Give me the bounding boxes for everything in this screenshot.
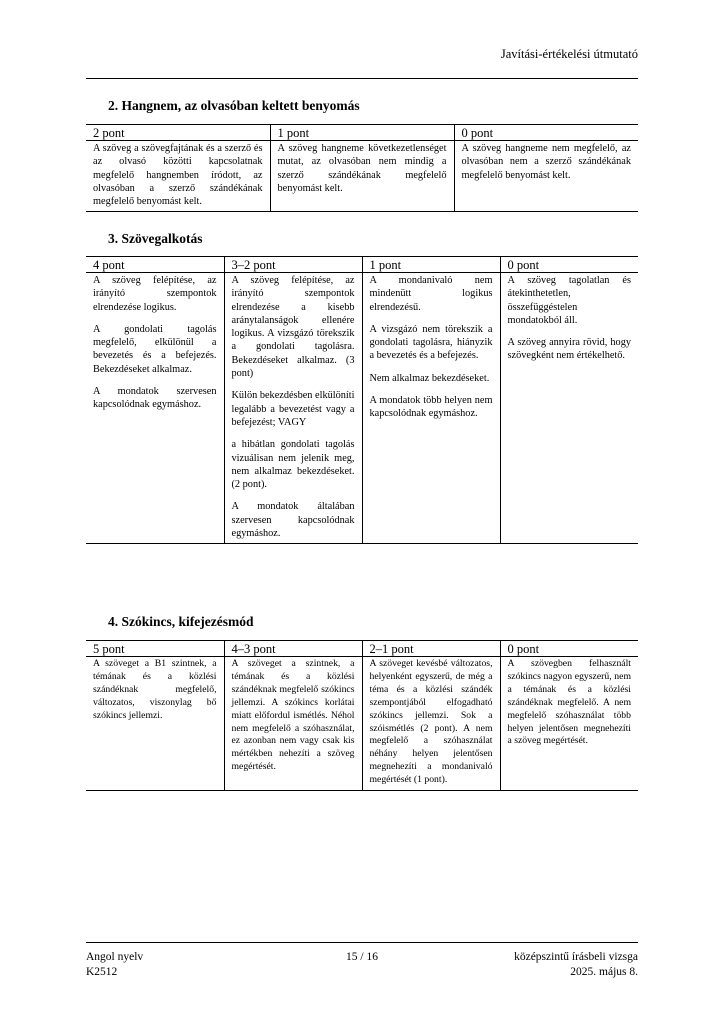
score-header: 5 pont (86, 641, 224, 657)
criteria-text: a hibátlan gondolati tagolás vizuálisan nem jelenik meg, nem alkalmaz bekezdéseket. (2 pont). (231, 439, 355, 491)
footer-code: K2512 (86, 966, 118, 978)
criteria-cell (224, 657, 362, 791)
criteria-text: A szöveg felépítése, az irányító szempontok elrendezése a kisebb aránytalanságok ellenére logikus. A vizsgázó törekszik a gondolati tagolásra. Bekezdéseket alkalmaz. (3 pont) (231, 275, 355, 380)
criteria-text: A szöveg hangneme következetlenséget mutat, az olvasóban nem mindig a szerző szándékának megfelelő benyomást kelt. (277, 143, 447, 194)
section-heading-vocabulary: 4. Szókincs, kifejezésmód (108, 614, 254, 629)
criteria-text: A vizsgázó nem törekszik a gondolati tagolásra, hiányzik a bevezetés és a befejezés. (369, 323, 493, 362)
criteria-text: A szöveg a szövegfajtának és a szerző és az olvasó közötti kapcsolatnak megfelelő hangnemben íródott, az olvasóban a szerző szándékának megfelelő benyomást kelt. (93, 143, 263, 208)
footer-subject: Angol nyelv (86, 951, 144, 963)
score-header: 1 pont (270, 125, 454, 141)
score-header: 2 pont (86, 125, 270, 141)
criteria-cell (86, 657, 224, 791)
footer-divider (86, 942, 638, 943)
section-heading-tone: 2. Hangnem, az olvasóban keltett benyomás (108, 98, 360, 113)
score-header: 1 pont (362, 257, 500, 273)
criteria-text: A szöveget a szintnek, a témának és a közlési szándéknak megfelelő szókincs jellemzi. A szókincs korlátai miatt előfordul ismétlés. Néhol nem megfelelő a szóhasználat, ez azonban nem vagy csak kis mértékben nehezíti a szöveg megértését. (231, 658, 355, 773)
criteria-text: A szöveg annyira rövid, hogy szövegként nem értékelhető. (507, 337, 631, 362)
criteria-cell (86, 273, 224, 544)
footer-right (514, 950, 638, 980)
criteria-cell (362, 657, 500, 791)
criteria-text: A szöveg tagolatlan és átekinthetetlen, összefüggéstelen mondatokból áll. (507, 275, 631, 326)
criteria-cell (454, 141, 638, 212)
criteria-cell (500, 273, 638, 544)
footer-page-number: 15 / 16 (346, 951, 378, 963)
criteria-text: A szöveg hangneme nem megfelelő, az olvasóban nem a szerző szándékának megfelelő benyomást kelt. (461, 143, 631, 181)
footer-date: 2025. május 8. (570, 966, 638, 978)
score-header: 0 pont (500, 257, 638, 273)
score-header: 3–2 pont (224, 257, 362, 273)
criteria-text: A mondatok több helyen nem kapcsolódnak egymáshoz. (369, 395, 493, 420)
criteria-text: A szöveget a B1 szintnek, a témának és a közlési szándéknak megfelelő, változatos, viszonylag bő szókincs jellemzi. (93, 658, 217, 721)
criteria-text: A szöveget kevésbé változatos, helyenként egyszerű, de még a téma és a közlési szándék szempontjából elfogadható szókincs jellemzi. Sok a szóismétlés (2 pont). A nem megfelelő a szóhasználat néhány helyen jelentősen megnehezíti a mondanivaló megértését (1 pont). (369, 658, 493, 786)
criteria-cell (500, 657, 638, 791)
criteria-cell (86, 141, 270, 212)
criteria-cell (270, 141, 454, 212)
criteria-text: A szövegben felhasznált szókincs nagyon egyszerű, nem a témának és a közlési szándéknak megfelelő. A nem megfelelő szóhasználat több helyen jelentősen megnehezíti a szöveg megértését. (507, 658, 631, 747)
footer-exam: középszintű írásbeli vizsga (514, 951, 638, 963)
header-divider (86, 78, 638, 79)
rubric-table-vocabulary (86, 640, 638, 791)
criteria-text: A szöveg felépítése, az irányító szempontok elrendezése logikus. (93, 275, 217, 313)
header-title: Javítási-értékelési útmutató (500, 47, 638, 61)
criteria-text: A gondolati tagolás megfelelő, elkülönül a bevezetés és a befejezés. Bekezdéseket alkalmaz. (93, 323, 217, 375)
score-header: 0 pont (454, 125, 638, 141)
criteria-text: A mondatok általában szervesen kapcsolódnak egymáshoz. (231, 501, 355, 540)
score-header: 4 pont (86, 257, 224, 273)
rubric-table-text-composition (86, 256, 638, 544)
rubric-table-tone (86, 124, 638, 212)
criteria-text: Nem alkalmaz bekezdéseket. (369, 372, 490, 384)
score-header: 4–3 pont (224, 641, 362, 657)
score-header: 0 pont (500, 641, 638, 657)
criteria-text: A mondatok szervesen kapcsolódnak egymáshoz. (93, 386, 217, 411)
score-header: 2–1 pont (362, 641, 500, 657)
criteria-text: A mondanivaló nem mindenütt logikus elrendezésű. (369, 275, 493, 313)
criteria-cell (362, 273, 500, 544)
criteria-text: Külön bekezdésben elkülöníti legalább a bevezetést vagy a befejezést; VAGY (231, 390, 355, 428)
section-heading-text-composition: 3. Szövegalkotás (108, 231, 203, 246)
criteria-cell (224, 273, 362, 544)
